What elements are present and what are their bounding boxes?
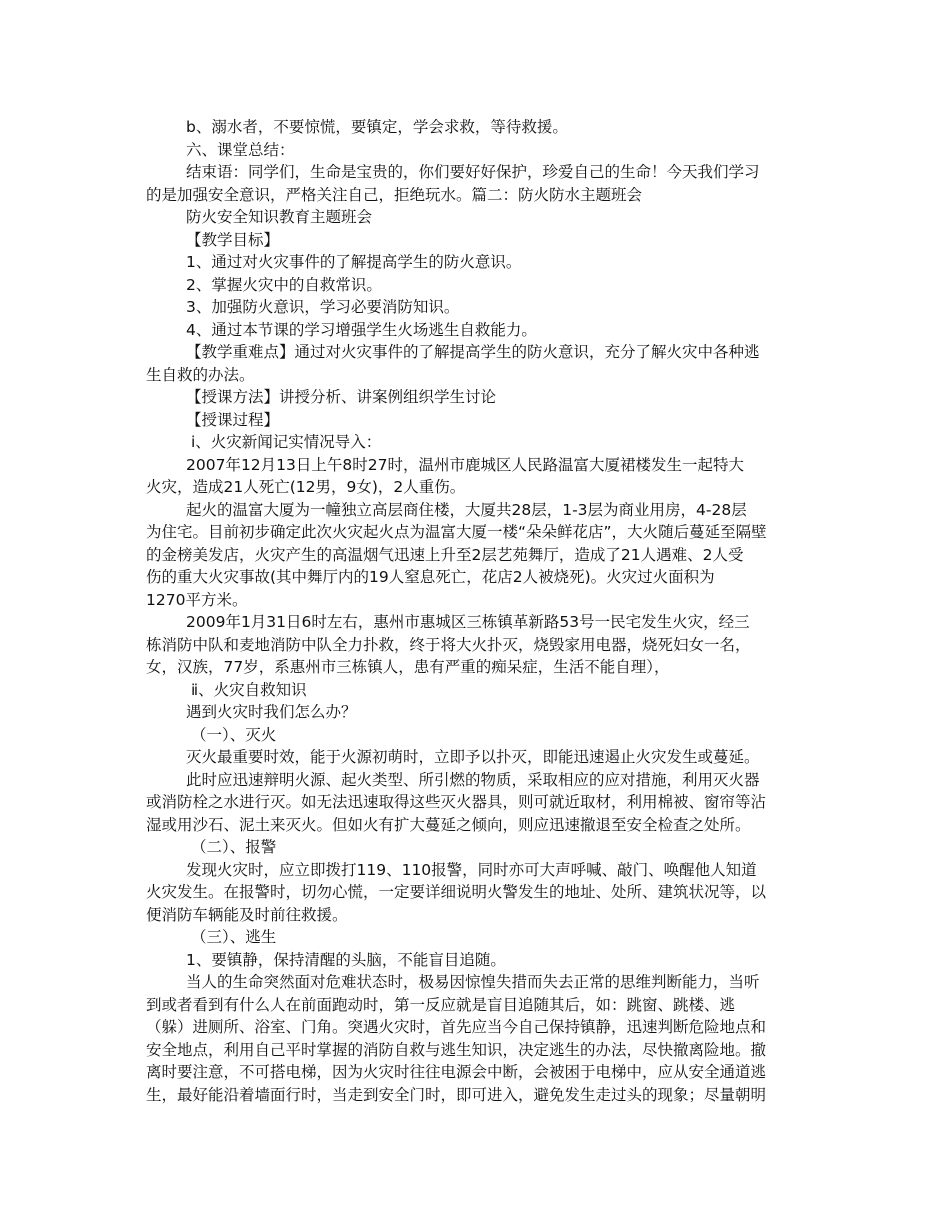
text-line: 六、课堂总结： (186, 140, 295, 159)
text-line: 4、通过本节课的学习增强学生火场逃生自救能力。 (186, 320, 537, 339)
text-line: 当人的生命突然面对危难状态时，极易因惊惶失措而失去正常的思维判断能力，当听 (186, 973, 760, 991)
text-line: 此时应迅速辩明火源、起火类型、所引燃的物质，采取相应的应对措施，利用灭火器 (186, 770, 760, 789)
text-line: 伤的重大火灾事故(其中舞厅内的19人窒息死亡，花店2人被烧死)。火灾过火面积为 (146, 568, 715, 586)
text-line: 1、通过对火灾事件的了解提高学生的防火意识。 (186, 253, 522, 271)
text-line: 女，汉族，77岁，系惠州市三栋镇人，患有严重的痴呆症，生活不能自理）， (146, 658, 670, 676)
text-line: 生，最好能沿着墙面行时，当走到安全门时，即可进入，避免发生走过头的现象；尽量朝明 (146, 1085, 767, 1104)
text-line: 栋消防中队和麦地消防中队全力扑救，终于将大火扑灭，烧毁家用电器，烧死妇女一名， (146, 635, 751, 654)
text-line: ⅰ、火灾新闻记实情况导入： (191, 433, 382, 451)
text-line: 【教学目标】 (186, 230, 280, 249)
text-line: 防火安全知识教育主题班会 (186, 208, 373, 226)
document-body (146, 116, 806, 1106)
text-line: 火灾，造成21人死亡(12男，9女)，2人重伤。 (146, 478, 466, 496)
text-line: 到或者看到有什么人在前面跑动时，第一反应就是盲目追随其后，如：跳窗、跳楼、逃 (146, 995, 736, 1014)
text-line: 1270平方米。 (146, 590, 248, 609)
text-line: （三）、逃生 (191, 928, 277, 946)
text-line: 灭火最重要时效，能于火源初萌时，立即予以扑灭，即能迅速遏止火灾发生或蔓延。 (186, 748, 760, 766)
text-line: b、溺水者，不要惊慌，要镇定，学会求救，等待救援。 (186, 118, 568, 136)
text-line: 火灾发生。在报警时，切勿心慌，一定要详细说明火警发生的地址、处所、建筑状况等，以 (146, 883, 767, 901)
text-line: 遇到火灾时我们怎么办？ (186, 703, 357, 721)
text-line: 2、掌握火灾中的自救常识。 (186, 275, 382, 294)
text-line: 2009年1月31日6时左右，惠州市惠城区三栋镇革新路53号一民宅发生火灾，经三 (186, 613, 750, 631)
text-line: 3、加强防火意识，学习必要消防知识。 (186, 298, 460, 316)
text-line: ⅱ、火灾自救知识 (191, 680, 307, 699)
text-line: 2007年12月13日上午8时27时，温州市鹿城区人民路温富大厦裙楼发生一起特大 (186, 455, 744, 474)
text-line: （二）、报警 (191, 838, 277, 856)
text-line: 【授课过程】 (186, 410, 280, 429)
text-line: 安全地点，利用自己平时掌握的消防自救与逃生知识，决定逃生的办法，尽快撤离险地。撤 (146, 1040, 767, 1059)
text-line: 便消防车辆能及时前往救援。 (146, 905, 348, 924)
text-line: 生自救的办法。 (146, 365, 255, 384)
text-line: 的是加强安全意识，严格关注自己，拒绝玩水。篇二：防火防水主题班会 (146, 185, 643, 204)
text-line: 结束语：同学们，生命是宝贵的，你们要好好保护，珍爱自己的生命！今天我们学习 (186, 163, 760, 181)
text-line: 的金榜美发店，火灾产生的高温烟气迅速上升至2层艺苑舞厅，造成了21人遇难、2人受 (146, 545, 744, 564)
text-line: 【授课方法】讲授分析、讲案例组织学生讨论 (186, 388, 497, 406)
text-line: （一）、灭火 (191, 725, 277, 744)
text-line: 湿或用沙石、泥土来灭火。但如火有扩大蔓延之倾向，则应迅速撤退至安全检查之处所。 (146, 815, 751, 834)
text-line: 发现火灾时，应立即拨打119、110报警，同时亦可大声呼喊、敲门、唤醒他人知道 (186, 860, 757, 879)
text-line: 1、要镇静，保持清醒的头脑，不能盲目追随。 (186, 950, 506, 969)
text-line: 或消防栓之水进行灭。如无法迅速取得这些灭火器具，则可就近取材，利用棉被、窗帘等沾 (146, 793, 767, 811)
text-line: （躲）进厕所、浴室、门角。突遇火灾时，首先应当今自己保持镇静，迅速判断危险地点和 (146, 1018, 767, 1036)
text-line: 【教学重难点】通过对火灾事件的了解提高学生的防火意识，充分了解火灾中各种逃 (186, 343, 760, 361)
text-line: 离时要注意，不可搭电梯，因为火灾时往往电源会中断，会被困于电梯中，应从安全通道逃 (146, 1063, 767, 1081)
text-line: 为住宅。目前初步确定此次火灾起火点为温富大厦一楼“朵朵鲜花店”，大火随后蔓延至隔壁 (146, 523, 767, 541)
text-line: 起火的温富大厦为一幢独立高层商住楼，大厦共28层，1-3层为商业用房，4-28层 (186, 500, 747, 519)
